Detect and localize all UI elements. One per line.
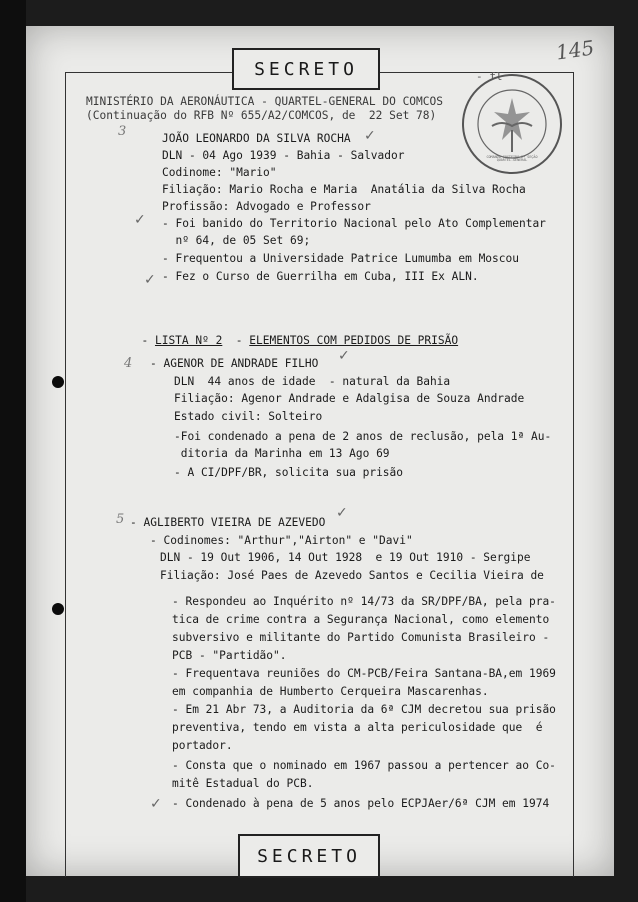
punch-hole-bottom xyxy=(52,603,64,615)
list-title: ELEMENTOS COM PEDIDOS DE PRISÃO xyxy=(249,334,459,348)
person-profession: Profissão: Advogado e Professor xyxy=(162,200,371,213)
record-item: tica de crime contra a Segurança Nacional, como elemento xyxy=(172,613,550,626)
check-mark: ✓ xyxy=(336,505,348,521)
record-item: - Em 21 Abr 73, a Auditoria da 6ª CJM decretou sua prisão xyxy=(172,703,556,716)
page-number: 145 xyxy=(554,35,596,65)
record-item: - Respondeu ao Inquérito nº 14/73 da SR/DPF/BA, pela pra- xyxy=(172,595,556,608)
check-mark: ✓ xyxy=(134,212,146,228)
record-item: - Consta que o nominado em 1967 passou a pertencer ao Co- xyxy=(172,759,556,772)
person-codename: Codinome: "Mario" xyxy=(162,166,277,179)
record-item: - Frequentava reuniões do CM-PCB/Feira Santana-BA,em 1969 xyxy=(172,667,556,680)
record-item: preventiva, tendo em vista a alta periculosidade que é xyxy=(172,721,543,734)
person-parents: Filiação: Agenor Andrade e Adalgisa de Souza Andrade xyxy=(174,392,525,405)
person-codenames: - Codinomes: "Arthur","Airton" e "Davi" xyxy=(150,534,413,547)
secret-stamp-bottom xyxy=(238,834,380,878)
check-mark: ✓ xyxy=(338,348,350,364)
person-birth: DLN - 19 Out 1906, 14 Out 1928 e 19 Out 1910 - Sergipe xyxy=(160,551,531,564)
record-item: - A CI/DPF/BR, solicita sua prisão xyxy=(174,466,404,479)
record-item: - Condenado à pena de 5 anos pelo ECPJAer/6ª CJM em 1974 xyxy=(172,797,550,810)
person-name: JOÃO LEONARDO DA SILVA ROCHA xyxy=(162,132,351,145)
person-name: - AGLIBERTO VIEIRA DE AZEVEDO xyxy=(130,516,326,529)
stamp-text: SECRETO xyxy=(257,845,361,867)
list-heading xyxy=(128,324,458,346)
punch-hole-top xyxy=(52,376,64,388)
record-item: mitê Estadual do PCB. xyxy=(172,777,314,790)
record-item: nº 64, de 05 Set 69; xyxy=(162,234,311,247)
record-item: ditoria da Marinha em 13 Ago 69 xyxy=(174,447,390,460)
stamp-text: SECRETO xyxy=(254,58,358,80)
record-item: subversivo e militante do Partido Comunista Brasileiro - xyxy=(172,631,550,644)
folio-mark: - fl xyxy=(476,70,503,83)
record-item: - Fez o Curso de Guerrilha em Cuba, III Ex ALN. xyxy=(162,270,479,283)
margin-number: 5 xyxy=(116,512,125,527)
header-line-ministry: MINISTÉRIO DA AERONÁUTICA - QUARTEL-GENERAL DO COMCOS xyxy=(86,95,443,108)
record-item: - Frequentou a Universidade Patrice Lumumba em Moscou xyxy=(162,252,519,265)
list-prefix: - xyxy=(141,334,155,348)
check-mark: ✓ xyxy=(144,272,156,288)
person-birth: DLN 44 anos de idade - natural da Bahia xyxy=(174,375,451,388)
secret-stamp-top xyxy=(232,48,380,90)
list-separator: - xyxy=(222,334,250,348)
check-mark: ✓ xyxy=(364,128,376,144)
check-mark: ✓ xyxy=(150,796,162,812)
margin-number: 4 xyxy=(124,356,133,371)
record-item: portador. xyxy=(172,739,233,752)
record-item: em companhia de Humberto Cerqueira Mascarenhas. xyxy=(172,685,489,698)
margin-number: 3 xyxy=(118,124,127,139)
person-birth: DLN - 04 Ago 1939 - Bahia - Salvador xyxy=(162,149,405,162)
person-name: - AGENOR DE ANDRADE FILHO xyxy=(150,357,319,370)
record-item: -Foi condenado a pena de 2 anos de reclusão, pela 1ª Au- xyxy=(174,430,552,443)
seal-text: COMANDO COSTEIRO 2ª SEÇÃO QUARTEL-GENERAL xyxy=(486,155,538,163)
official-seal xyxy=(462,74,562,174)
scan-edge xyxy=(0,0,26,902)
person-parents: Filiação: Mario Rocha e Maria Anatália da Silva Rocha xyxy=(162,183,526,196)
record-item: PCB - "Partidão". xyxy=(172,649,287,662)
person-marital-status: Estado civil: Solteiro xyxy=(174,410,323,423)
record-item: - Foi banido do Territorio Nacional pelo Ato Complementar xyxy=(162,217,546,230)
person-parents: Filiação: José Paes de Azevedo Santos e Cecilia Vieira de xyxy=(160,569,544,582)
list-number: LISTA Nº 2 xyxy=(154,334,223,348)
header-line-continuation: (Continuação do RFB Nº 655/A2/COMCOS, de 22 Set 78) xyxy=(86,109,437,122)
